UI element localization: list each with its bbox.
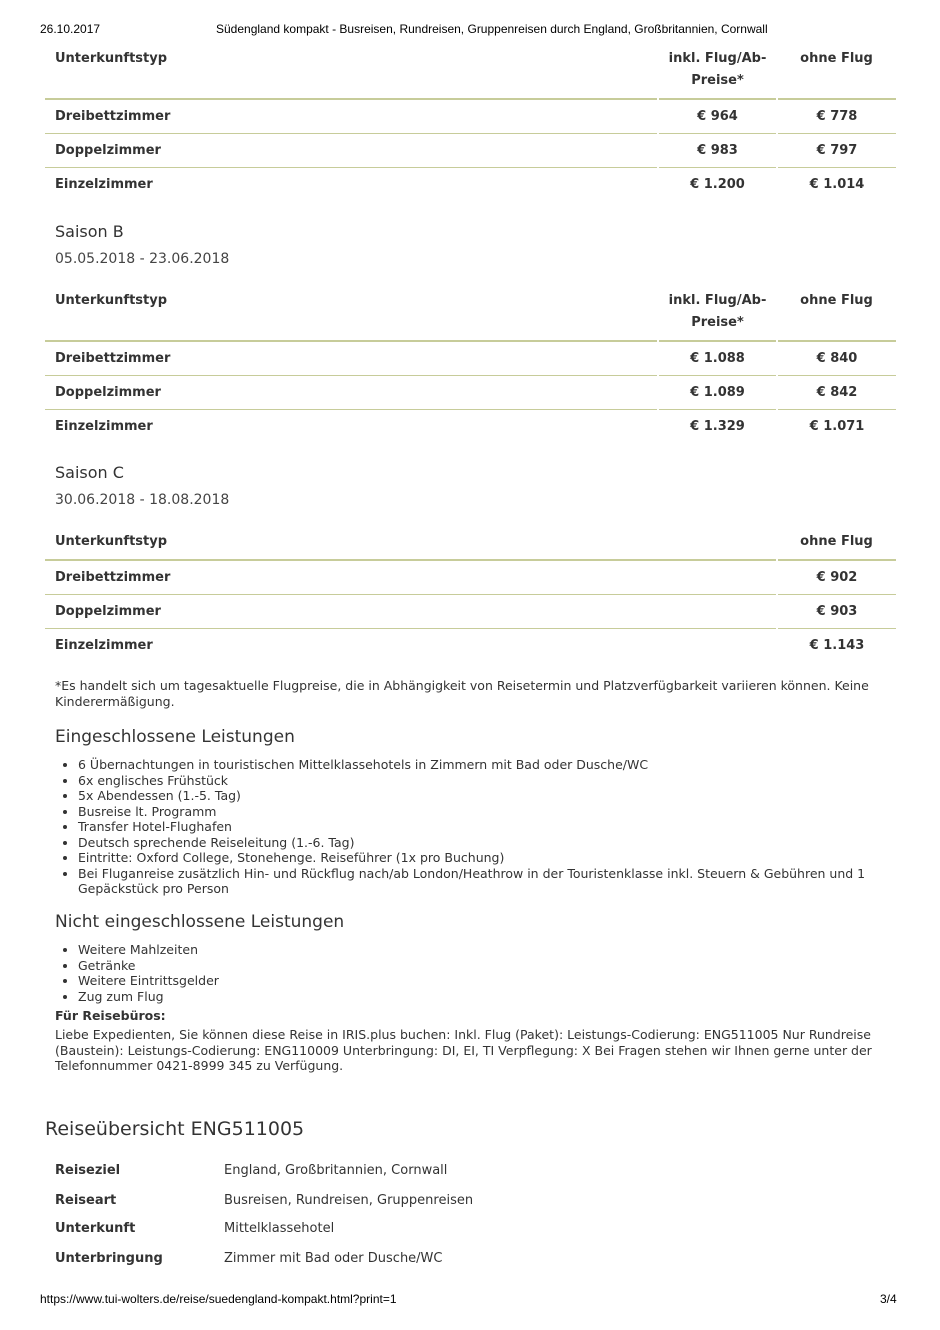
- overview-key: Reiseziel: [55, 1163, 121, 1178]
- price-with-flight: € 964: [658, 99, 777, 134]
- room-type: Dreibettzimmer: [45, 560, 777, 595]
- price-with-flight: € 1.089: [658, 376, 777, 410]
- price-with-flight: € 1.088: [658, 341, 777, 376]
- room-type: Einzelzimmer: [45, 168, 658, 202]
- list-item: • Zug zum Flug: [78, 989, 898, 1005]
- price-without-flight: € 797: [777, 134, 896, 168]
- price-with-flight: € 1.329: [658, 410, 777, 444]
- col-header-without-flight: ohne Flug: [800, 293, 873, 308]
- col-header-type: Unterkunftstyp: [55, 293, 168, 308]
- price-without-flight: € 902: [816, 570, 858, 585]
- season-c-dates: 30.06.2018 - 18.08.2018: [55, 492, 230, 508]
- table-row: [45, 99, 896, 134]
- price-without-flight: € 840: [816, 351, 858, 366]
- print-url: https://www.tui-wolters.de/reise/suedengland-kompakt.html?print=1: [40, 1292, 397, 1306]
- overview-value: Zimmer mit Bad oder Dusche/WC: [224, 1251, 443, 1266]
- list-item: • Bei Fluganreise zusätzlich Hin- und Rückflug nach/ab London/Heathrow in der Touristenklasse inkl. Steuern & Gebühren und 1 Gepäckstück pro Person: [78, 866, 898, 897]
- overview-key: Unterkunft: [55, 1221, 136, 1236]
- col-header-without-flight: ohne Flug: [800, 51, 873, 66]
- table-row: [45, 560, 896, 595]
- print-page-title: Südengland kompakt - Busreisen, Rundreisen, Gruppenreisen durch England, Großbritannien, Cornwall: [216, 22, 768, 36]
- overview-value: England, Großbritannien, Cornwall: [224, 1163, 448, 1178]
- overview-key: Unterbringung: [55, 1251, 163, 1266]
- table-header-row: [45, 42, 896, 99]
- col-header-type: Unterkunftstyp: [55, 51, 168, 66]
- season-b-price-table: [45, 284, 896, 443]
- room-type: Einzelzimmer: [45, 629, 777, 663]
- room-type: Dreibettzimmer: [45, 99, 658, 134]
- price-without-flight: € 1.014: [777, 168, 896, 202]
- room-type: Doppelzimmer: [45, 134, 658, 168]
- col-header-with-flight: inkl. Flug/Ab-Preise*: [668, 293, 767, 330]
- not-included-services-title: Nicht eingeschlossene Leistungen: [55, 912, 345, 932]
- season-c-section: [45, 525, 896, 662]
- list-item: • Busreise lt. Programm: [78, 804, 898, 820]
- print-date: 26.10.2017: [40, 22, 101, 36]
- price-without-flight: € 842: [777, 376, 896, 410]
- table-row: [45, 341, 896, 376]
- table-row: [45, 629, 896, 663]
- list-item: • 5x Abendessen (1.-5. Tag): [78, 788, 898, 804]
- list-item: • Weitere Eintrittsgelder: [78, 973, 898, 989]
- table-row: [45, 376, 896, 410]
- room-type: Doppelzimmer: [45, 376, 658, 410]
- price-without-flight: € 1.071: [777, 410, 896, 444]
- season-b-section: [45, 284, 896, 443]
- price-with-flight: € 983: [658, 134, 777, 168]
- included-services-title: Eingeschlossene Leistungen: [55, 727, 295, 747]
- season-b-dates: 05.05.2018 - 23.06.2018: [55, 251, 230, 267]
- table-row: [45, 134, 896, 168]
- overview-key: Reiseart: [55, 1193, 117, 1208]
- travel-agency-label: Für Reisebüros:: [55, 1008, 166, 1023]
- season-c-price-table: [45, 525, 896, 662]
- travel-agency-text: Liebe Expedienten, Sie können diese Reise in IRIS.plus buchen: Inkl. Flug (Paket): Leistungs-Codierung: ENG511005 Nur Rundreise (Baustein): Leistungs-Codierung: ENG110009 Unterbringung: DI, EI, TI Verpflegung: X Bei Fragen stehen wir Ihnen gerne unter der Telefonnummer 0421-8999 345 zu Verfügung.: [55, 1027, 872, 1073]
- not-included-services-list: [55, 942, 898, 1004]
- list-item: • Transfer Hotel-Flughafen: [78, 819, 898, 835]
- list-item: • Eintritte: Oxford College, Stonehenge. Reiseführer (1x pro Buchung): [78, 850, 898, 866]
- price-footnote: *Es handelt sich um tagesaktuelle Flugpreise, die in Abhängigkeit von Reisetermin und Platzverfügbarkeit variieren können. Keine Kinderermäßigung.: [55, 678, 869, 709]
- table-header-row: [45, 525, 896, 560]
- season-a-section: [45, 42, 896, 201]
- price-without-flight: € 903: [777, 595, 896, 629]
- season-b-title: Saison B: [55, 222, 124, 241]
- col-header-with-flight: inkl. Flug/Ab-Preise*: [668, 51, 767, 88]
- included-services-list: [55, 757, 898, 897]
- col-header-without-flight: ohne Flug: [800, 534, 873, 549]
- price-with-flight: € 1.200: [658, 168, 777, 202]
- season-c-title: Saison C: [55, 463, 124, 482]
- list-item: • Weitere Mahlzeiten: [78, 942, 898, 958]
- price-without-flight: € 1.143: [777, 629, 896, 663]
- table-row: [45, 410, 896, 444]
- list-item: • Deutsch sprechende Reiseleitung (1.-6. Tag): [78, 835, 898, 851]
- price-without-flight: € 778: [816, 109, 858, 124]
- overview-value: Mittelklassehotel: [224, 1221, 335, 1236]
- table-row: [45, 595, 896, 629]
- room-type: Dreibettzimmer: [45, 341, 658, 376]
- list-item: • 6x englisches Frühstück: [78, 773, 898, 789]
- list-item: • 6 Übernachtungen in touristischen Mittelklassehotels in Zimmern mit Bad oder Dusche/WC: [78, 757, 898, 773]
- room-type: Doppelzimmer: [45, 595, 777, 629]
- print-page-number: 3/4: [880, 1292, 897, 1306]
- table-row: [45, 168, 896, 202]
- list-item: • Getränke: [78, 958, 898, 974]
- overview-value: Busreisen, Rundreisen, Gruppenreisen: [224, 1193, 474, 1208]
- table-header-row: [45, 284, 896, 341]
- room-type: Einzelzimmer: [45, 410, 658, 444]
- season-a-price-table: [45, 42, 896, 201]
- travel-overview-title: Reiseübersicht ENG511005: [45, 1118, 305, 1140]
- col-header-type: Unterkunftstyp: [55, 534, 168, 549]
